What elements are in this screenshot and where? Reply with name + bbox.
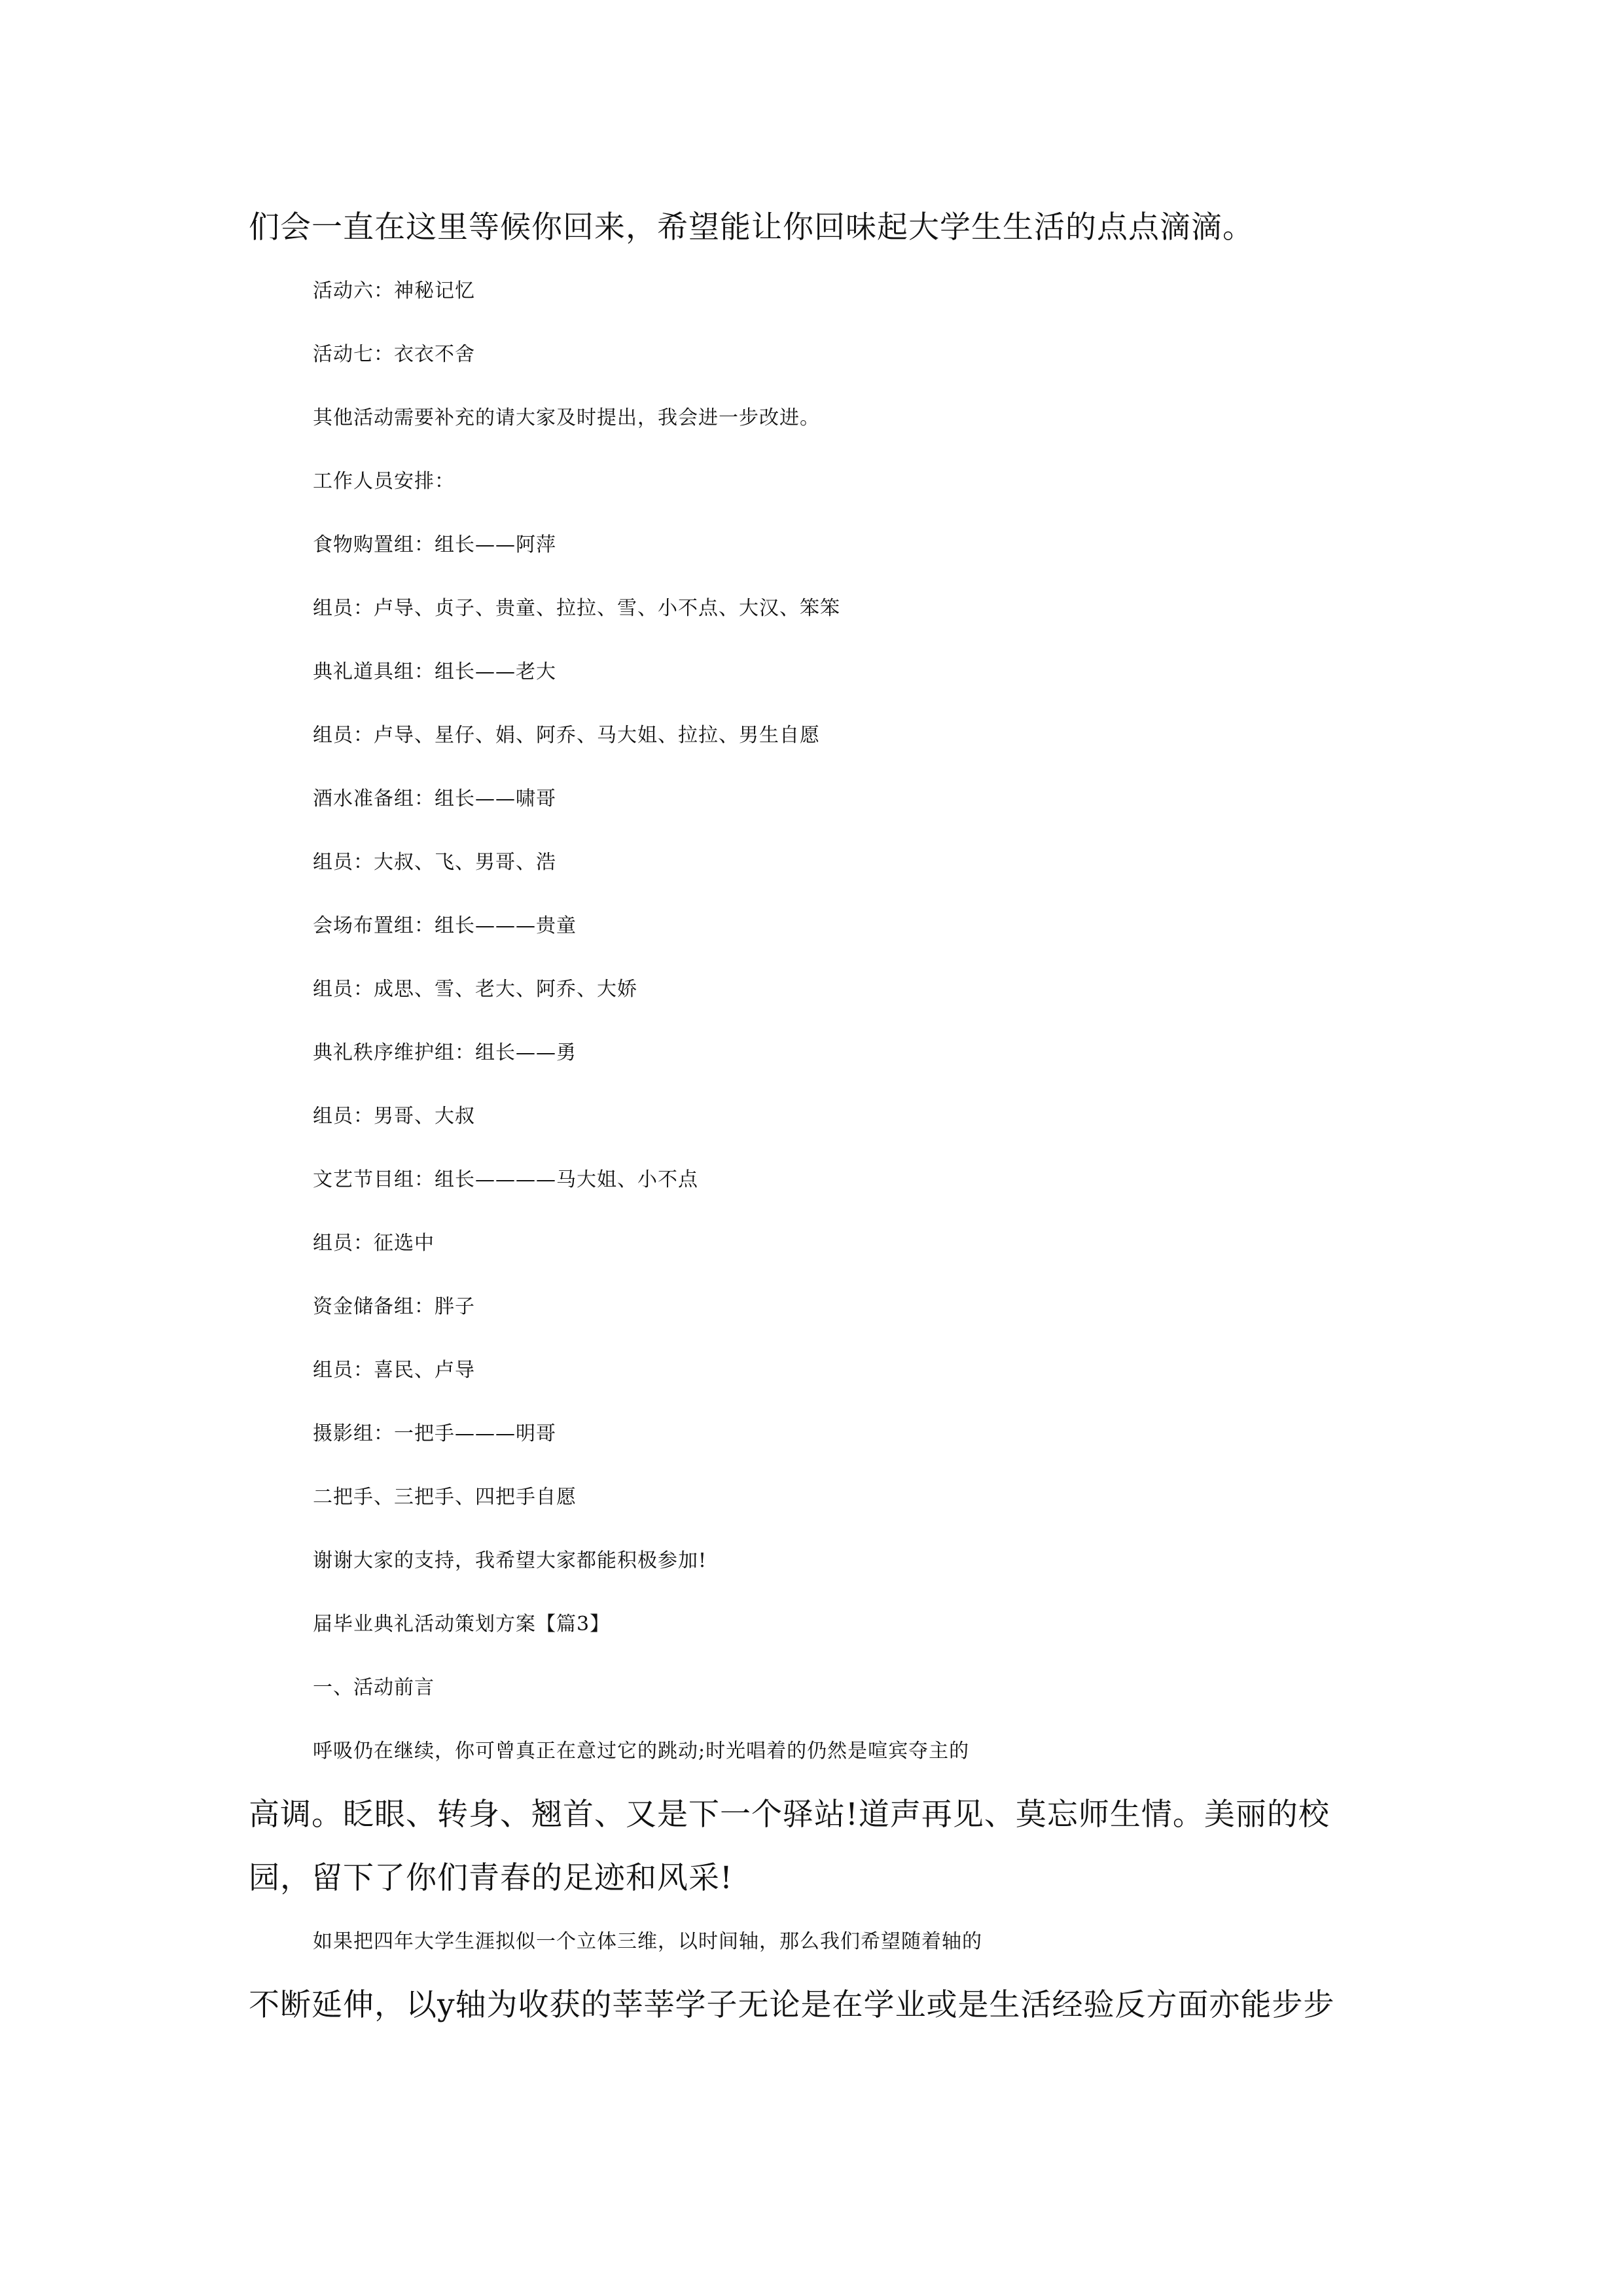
- paragraph-line: 呼吸仍在继续，你可曾真正在意过它的跳动;时光唱着的仍然是喧宾夺主的: [313, 1740, 970, 1763]
- paragraph-line: 文艺节目组：组长————马大姐、小不点: [313, 1168, 698, 1191]
- paragraph-line: 组员：卢导、星仔、娟、阿乔、马大姐、拉拉、男生自愿: [313, 724, 820, 747]
- paragraph-line: 组员：卢导、贞子、贵童、拉拉、雪、小不点、大汉、笨笨: [313, 597, 840, 620]
- paragraph-line: 组员：大叔、飞、男哥、浩: [313, 851, 556, 874]
- paragraph-line: 如果把四年大学生涯拟似一个立体三维，以时间轴，那么我们希望随着轴的: [313, 1930, 982, 1953]
- paragraph-line: 二把手、三把手、四把手自愿: [313, 1486, 577, 1509]
- paragraph-line: 典礼道具组：组长——老大: [313, 660, 556, 683]
- paragraph-line: 园，留下了你们青春的足迹和风采!: [249, 1860, 733, 1896]
- paragraph-line: 组员：征选中: [313, 1232, 435, 1255]
- paragraph-line: 不断延伸，以y轴为收获的莘莘学子无论是在学业或是生活经验反方面亦能步步: [249, 1987, 1335, 2023]
- paragraph-line: 摄影组：一把手———明哥: [313, 1422, 556, 1445]
- paragraph-line: 高调。眨眼、转身、翘首、又是下一个驿站!道声再见、莫忘师生情。美丽的校: [249, 1797, 1330, 1833]
- paragraph-line: 会场布置组：组长———贵童: [313, 914, 577, 937]
- paragraph-line: 谢谢大家的支持，我希望大家都能积极参加!: [313, 1549, 707, 1572]
- paragraph-line: 资金储备组：胖子: [313, 1295, 475, 1318]
- paragraph-line: 酒水准备组：组长——啸哥: [313, 787, 556, 810]
- paragraph-line: 组员：喜民、卢导: [313, 1359, 475, 1382]
- paragraph-line: 组员：男哥、大叔: [313, 1105, 475, 1128]
- paragraph-line: 活动七：衣衣不舍: [313, 343, 475, 366]
- paragraph-line: 典礼秩序维护组：组长——勇: [313, 1041, 577, 1064]
- paragraph-line: 其他活动需要补充的请大家及时提出，我会进一步改进。: [313, 406, 820, 429]
- section-heading: 工作人员安排：: [313, 470, 455, 493]
- paragraph-line: 组员：成思、雪、老大、阿乔、大娇: [313, 978, 637, 1001]
- paragraph-line: 活动六：神秘记忆: [313, 279, 475, 302]
- paragraph-line: 们会一直在这里等候你回来，希望能让你回味起大学生生活的点点滴滴。: [249, 209, 1254, 245]
- section-heading: 一、活动前言: [313, 1676, 435, 1699]
- section-title: 届毕业典礼活动策划方案【篇3】: [313, 1613, 611, 1636]
- paragraph-line: 食物购置组：组长——阿萍: [313, 533, 556, 556]
